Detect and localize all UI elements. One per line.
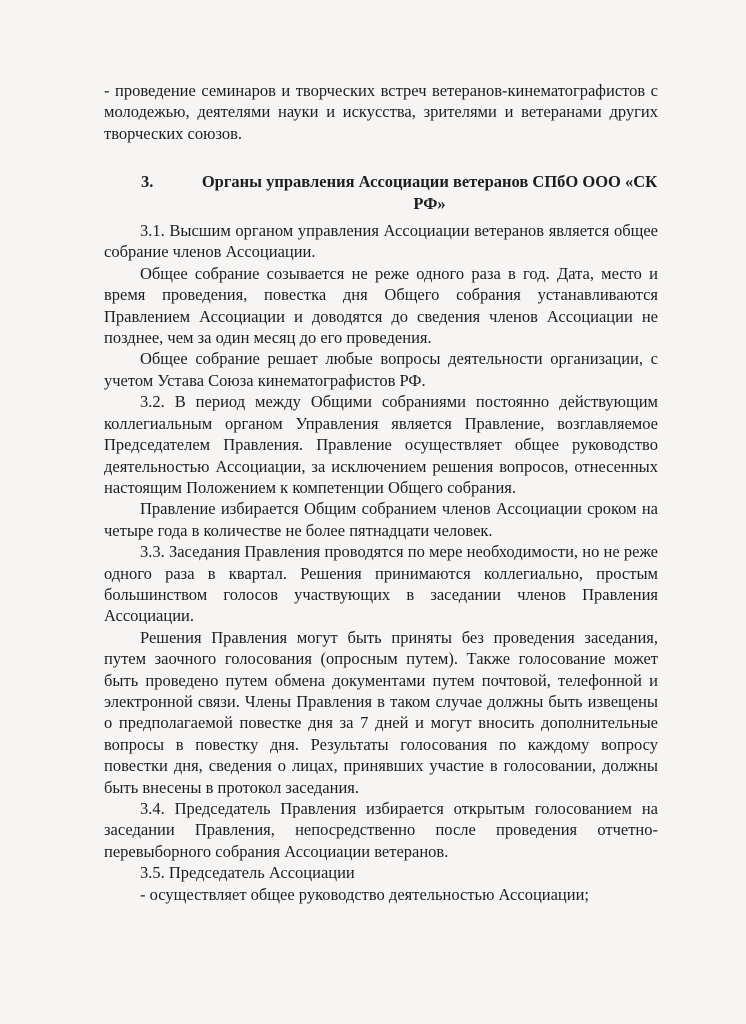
paragraph-general-meeting-schedule: Общее собрание созывается не реже одного раза в год. Дата, место и время проведения, повестка дня Общего собрания устанавливаются Правлением Ассоциации и доводятся до сведения членов Ассоциации не позднее, чем за один месяц до его проведения.	[104, 263, 658, 348]
paragraph-3-2: 3.2. В период между Общими собраниями постоянно действующим коллегиальным органом Управления является Правление, возглавляемое Председателем Правления. Правление осуществляет общее руководство деятельностью Ассоциации, за исключением решения вопросов, отнесенных настоящим Положением к компетенции Общего собрания.	[104, 392, 658, 497]
section-number: 3.	[141, 172, 154, 192]
section-heading	[104, 171, 658, 214]
paragraph-board-election: Правление избирается Общим собранием членов Ассоциации сроком на четыре года в количестве не более пятнадцати человек.	[104, 499, 658, 540]
paragraph-3-3: 3.3. Заседания Правления проводятся по мере необходимости, но не реже одного раза в квартал. Решения принимаются коллегиально, простым большинством голосов участвующих в заседании членов Правления Ассоциации.	[104, 542, 658, 626]
intro-paragraph: - проведение семинаров и творческих встреч ветеранов-кинематографистов с молодежью, деятелями науки и искусства, зрителями и ветеранами других творческих союзов.	[104, 81, 658, 143]
section-title: Органы управления Ассоциации ветеранов СПбО ООО «СК РФ»	[201, 172, 658, 213]
paragraph-3-5: 3.5. Председатель Ассоциации	[140, 863, 355, 883]
paragraph-general-meeting-powers: Общее собрание решает любые вопросы деятельности организации, с учетом Устава Союза кинематографистов РФ.	[104, 349, 658, 390]
paragraph-chairman-duty: - осуществляет общее руководство деятельностью Ассоциации;	[140, 884, 589, 904]
paragraph-board-decisions: Решения Правления могут быть приняты без проведения заседания, путем заочного голосования (опросным путем). Также голосование может быть проведено путем обмена документами путем почтовой, телефонной и электронной связи. Члены Правления в таком случае должны быть извещены о предполагаемой повестке дня за 7 дней и могут вносить дополнительные вопросы в повестку дня. Результаты голосования по каждому вопросу повестки дня, сведения о лицах, принявших участие в голосовании, должны быть внесены в протокол заседания.	[104, 627, 658, 797]
paragraph-3-1: 3.1. Высшим органом управления Ассоциации ветеранов является общее собрание членов Ассоциации.	[104, 221, 658, 262]
paragraph-3-4: 3.4. Председатель Правления избирается открытым голосованием на заседании Правления, непосредственно после проведения отчетно-перевыборного собрания Ассоциации ветеранов.	[104, 799, 658, 861]
document-body	[104, 80, 658, 905]
